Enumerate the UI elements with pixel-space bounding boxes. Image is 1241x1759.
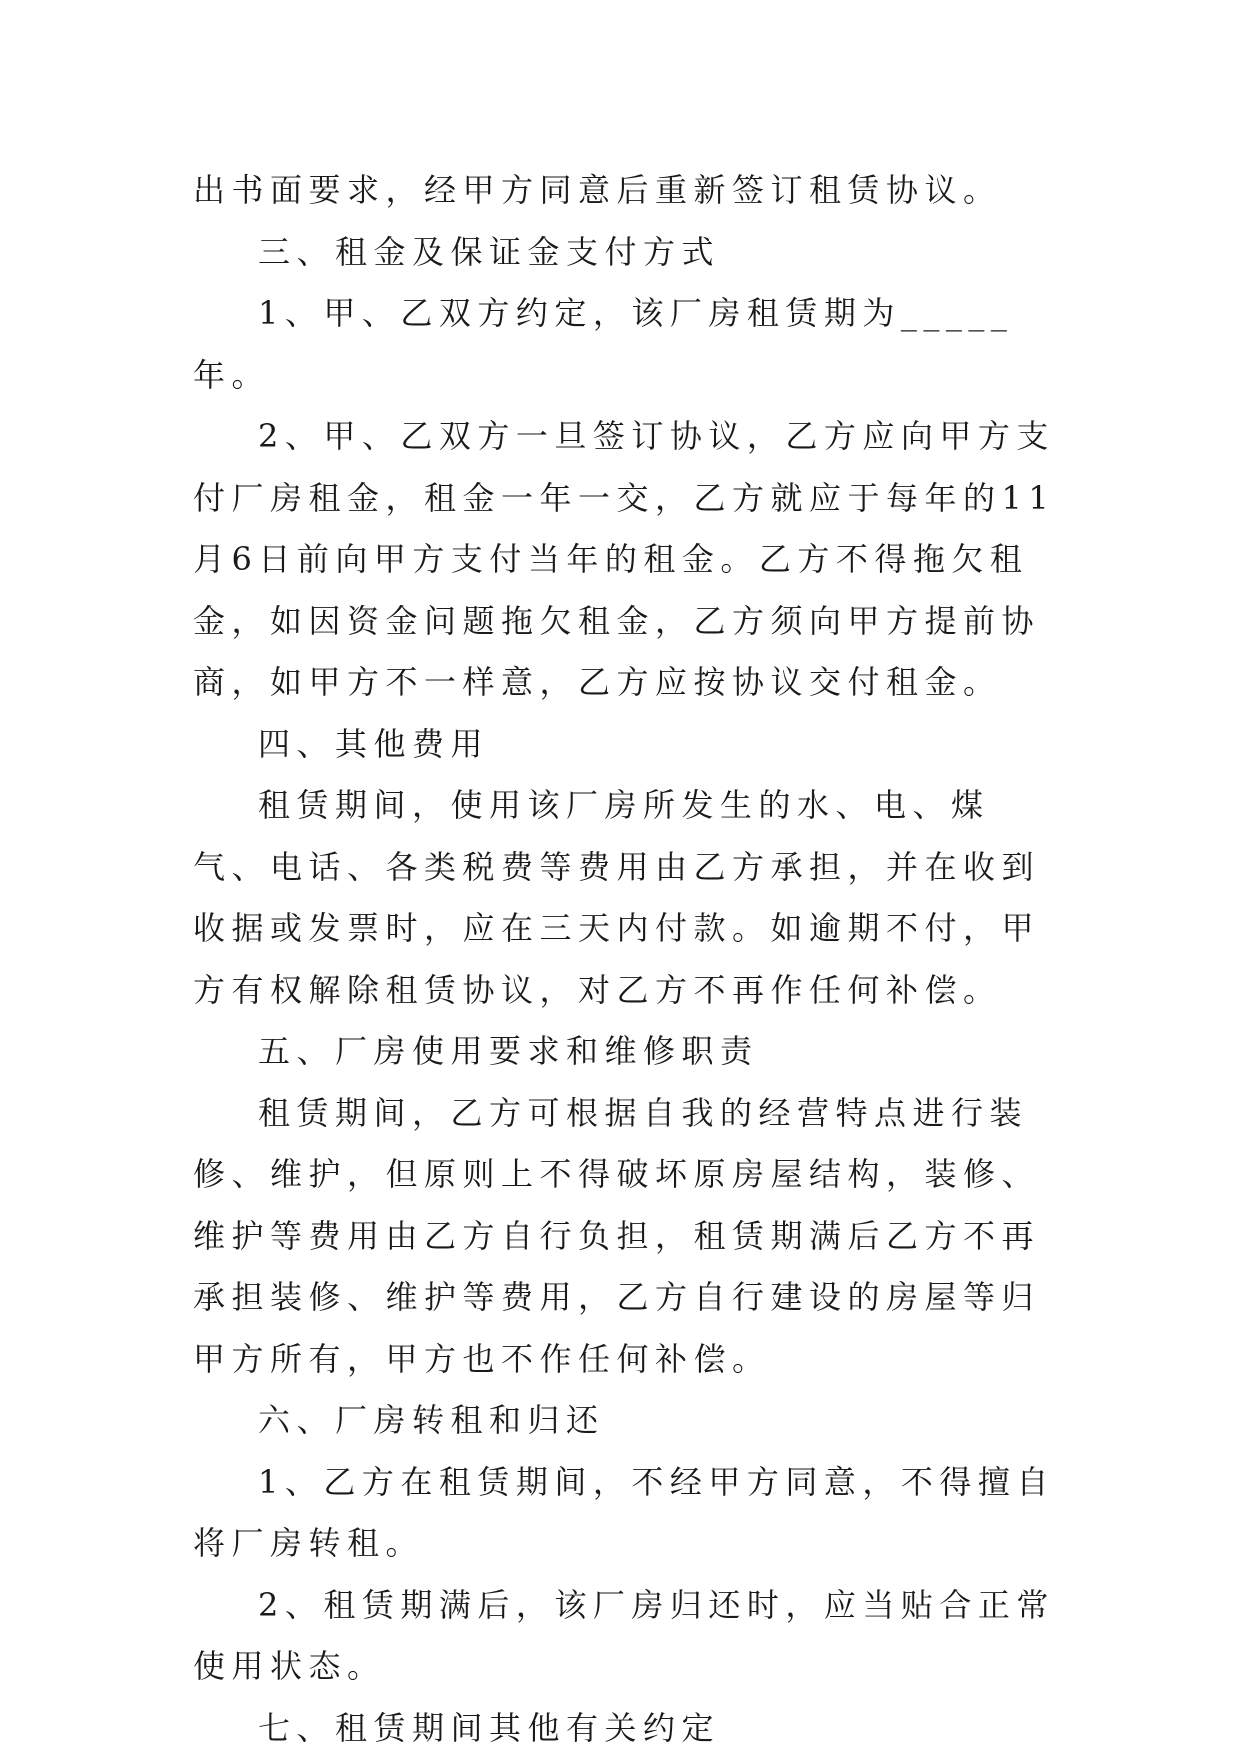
section-heading-6: 六、厂房转租和归还: [193, 1390, 1063, 1452]
paragraph-continuation: 出书面要求，经甲方同意后重新签订租赁协议。: [193, 160, 1063, 222]
paragraph-6-2: 2、租赁期满后，该厂房归还时，应当贴合正常使用状态。: [193, 1575, 1063, 1698]
paragraph-5: 租赁期间，乙方可根据自我的经营特点进行装修、维护，但原则上不得破坏原房屋结构，装修、维护等费用由乙方自行负担，租赁期满后乙方不再承担装修、维护等费用，乙方自行建设的房屋等归甲方所有，甲方也不作任何补偿。: [193, 1083, 1063, 1391]
paragraph-3-2: 2、甲、乙双方一旦签订协议，乙方应向甲方支付厂房租金，租金一年一交，乙方就应于每年的11月6日前向甲方支付当年的租金。乙方不得拖欠租金，如因资金问题拖欠租金，乙方须向甲方提前协商，如甲方不一样意，乙方应按协议交付租金。: [193, 406, 1063, 714]
paragraph-3-1: 1、甲、乙双方约定，该厂房租赁期为_____年。: [193, 283, 1063, 406]
section-heading-5: 五、厂房使用要求和维修职责: [193, 1021, 1063, 1083]
document-body: [193, 160, 1063, 1759]
section-heading-7: 七、租赁期间其他有关约定: [193, 1698, 1063, 1759]
paragraph-4: 租赁期间，使用该厂房所发生的水、电、煤气、电话、各类税费等费用由乙方承担，并在收到收据或发票时，应在三天内付款。如逾期不付，甲方有权解除租赁协议，对乙方不再作任何补偿。: [193, 775, 1063, 1021]
section-heading-3: 三、租金及保证金支付方式: [193, 222, 1063, 284]
paragraph-6-1: 1、乙方在租赁期间，不经甲方同意，不得擅自将厂房转租。: [193, 1452, 1063, 1575]
section-heading-4: 四、其他费用: [193, 714, 1063, 776]
